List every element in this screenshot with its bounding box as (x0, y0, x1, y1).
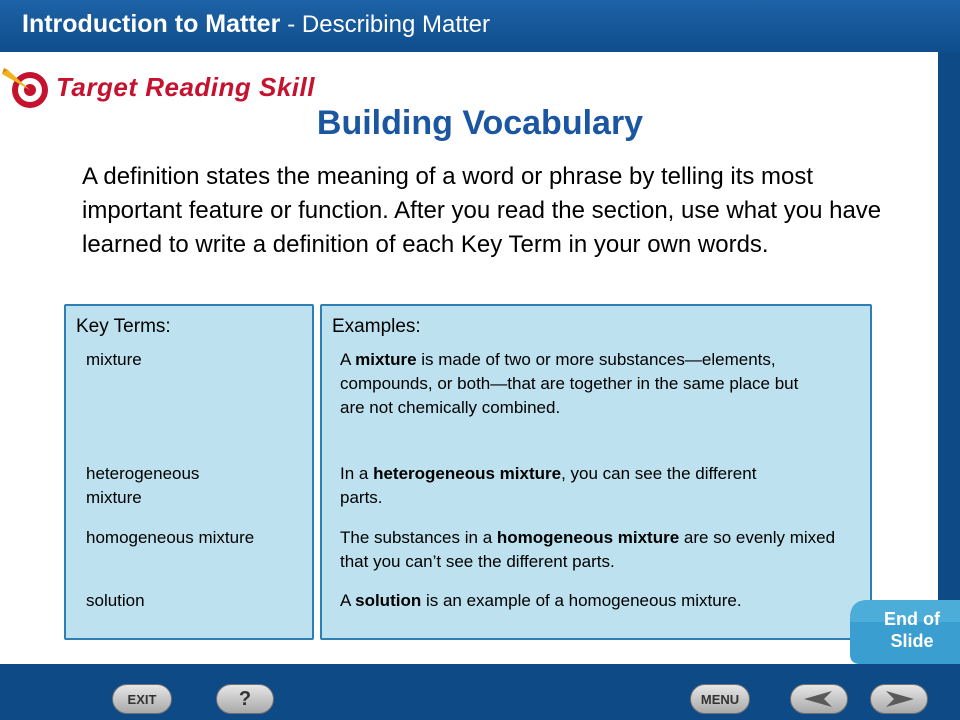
arrow-right-icon (882, 690, 916, 708)
header-bar (0, 0, 960, 52)
term-solution: solution (86, 591, 145, 610)
example-solution: A solution is an example of a homogeneous mixture. (340, 591, 742, 610)
end-of-slide-label: End of Slide (884, 609, 940, 651)
header-subtitle: - Describing Matter (287, 11, 490, 38)
arrow-left-icon (802, 690, 836, 708)
header-title-line (22, 10, 490, 39)
help-button[interactable]: ? (216, 684, 274, 714)
intro-paragraph: A definition states the meaning of a word or phrase by telling its most important feature or function. After you read the section, use what you have learned to write a definition of each Key Term in your own words. (82, 163, 882, 258)
term-heterogeneous-mixture: heterogeneous mixture (86, 464, 200, 507)
menu-button[interactable]: MENU (690, 684, 750, 714)
header-title: Introduction to Matter (22, 10, 281, 38)
key-terms-panel (64, 304, 314, 640)
previous-button[interactable] (790, 684, 848, 714)
page-title: Building Vocabulary (316, 104, 644, 142)
next-button[interactable] (870, 684, 928, 714)
term-mixture: mixture (86, 350, 142, 369)
example-mixture: A mixture is made of two or more substances—elements, compounds, or both—that are together in the same place but are not chemically combined. (340, 350, 799, 417)
key-terms-header: Key Terms: (76, 316, 171, 337)
target-reading-skill-label: Target Reading Skill (56, 72, 315, 102)
example-heterogeneous-mixture: In a heterogeneous mixture, you can see the different parts. (340, 464, 757, 507)
term-homogeneous-mixture: homogeneous mixture (86, 528, 255, 547)
examples-panel (320, 304, 872, 640)
examples-header: Examples: (332, 316, 421, 337)
example-homogeneous-mixture: The substances in a homogeneous mixture are so evenly mixed that you can’t see the different parts. (340, 528, 836, 571)
exit-button[interactable]: EXIT (112, 684, 172, 714)
